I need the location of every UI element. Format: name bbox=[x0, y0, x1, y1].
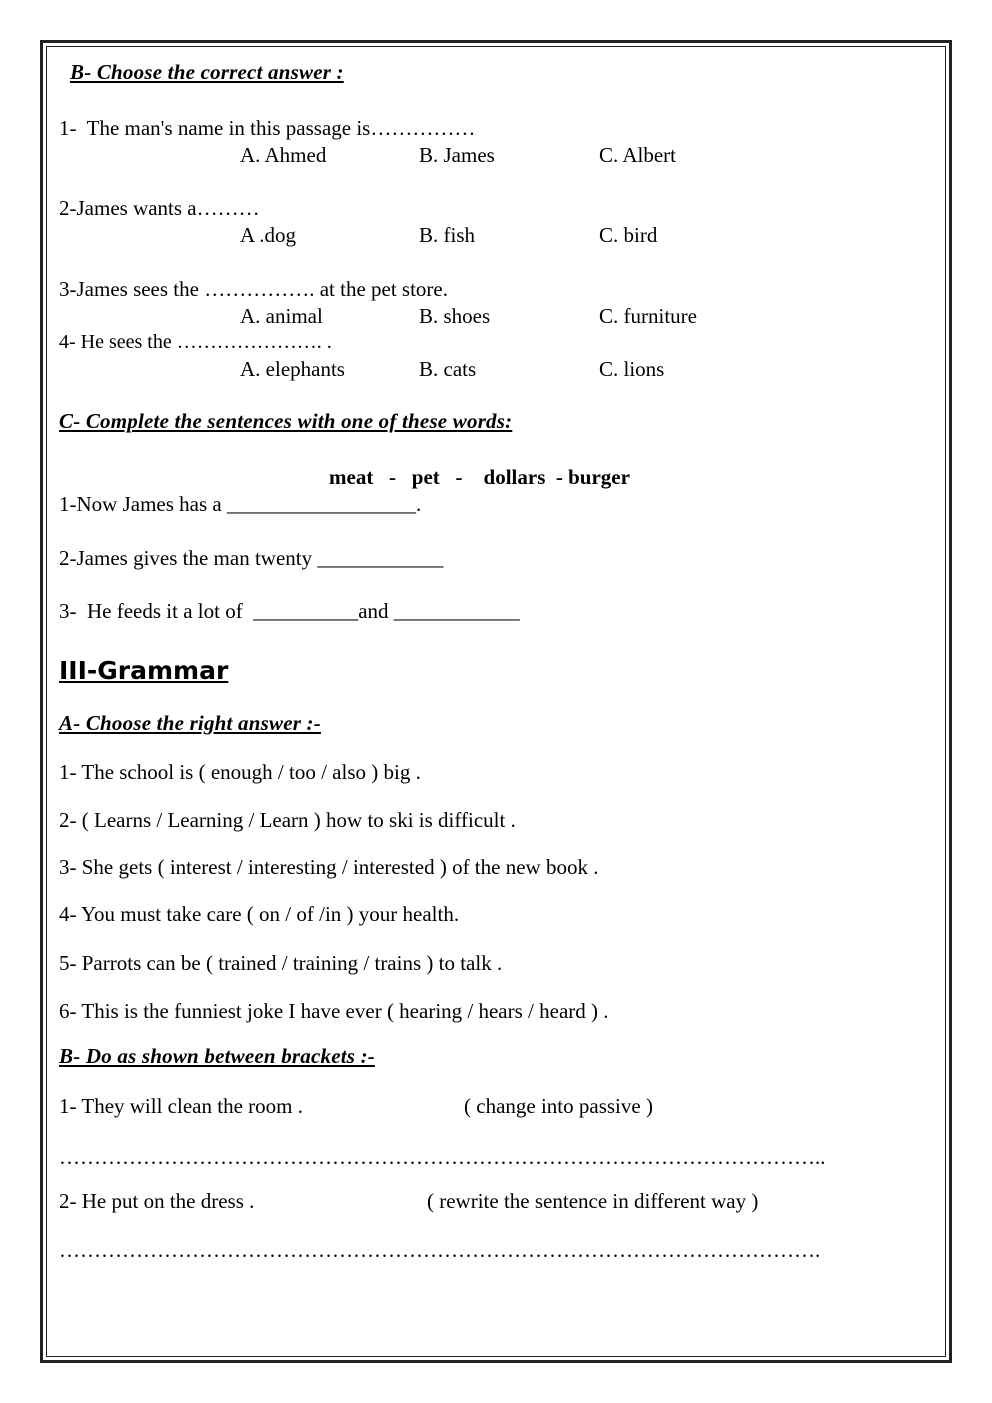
grammar-part-b-heading: B- Do as shown between brackets :- bbox=[59, 1044, 375, 1068]
option: A .dog bbox=[240, 223, 297, 247]
sentence: 1-Now James has a __________________. bbox=[59, 492, 422, 516]
option: B. cats bbox=[419, 357, 477, 381]
section-b-heading: B- Choose the correct answer : bbox=[70, 60, 344, 84]
grammar-item: 2- ( Learns / Learning / Learn ) how to ski is difficult . bbox=[59, 808, 516, 832]
grammar-item: 5- Parrots can be ( trained / training / trains ) to talk . bbox=[59, 951, 503, 975]
grammar-item: 6- This is the funniest joke I have ever ( hearing / hears / heard ) . bbox=[59, 999, 609, 1023]
question-stem: 3-James sees the ……………. at the pet store. bbox=[59, 277, 448, 301]
answer-line[interactable]: ……………………………………………………………………………………………….. bbox=[59, 1145, 826, 1169]
answer-line[interactable]: ………………………………………………………………………………………………. bbox=[59, 1238, 821, 1262]
transform-sentence: 2- He put on the dress . bbox=[59, 1189, 255, 1213]
question-stem: 2-James wants a……… bbox=[59, 196, 260, 220]
option: B. James bbox=[419, 143, 495, 167]
option: C. Albert bbox=[599, 143, 676, 167]
word-bank: meat - pet - dollars - burger bbox=[329, 465, 630, 489]
option: B. shoes bbox=[419, 304, 491, 328]
transform-instruction: ( change into passive ) bbox=[464, 1094, 653, 1118]
sentence: 2-James gives the man twenty ____________ bbox=[59, 546, 444, 570]
option: C. bird bbox=[599, 223, 658, 247]
option: C. furniture bbox=[599, 304, 697, 328]
sentence: 3- He feeds it a lot of __________and ____________ bbox=[59, 599, 520, 623]
grammar-item: 3- She gets ( interest / interesting / interested ) of the new book . bbox=[59, 855, 599, 879]
grammar-part-a-heading: A- Choose the right answer :- bbox=[59, 711, 321, 735]
transform-instruction: ( rewrite the sentence in different way ) bbox=[427, 1189, 759, 1213]
option: B. fish bbox=[419, 223, 476, 247]
option: C. lions bbox=[599, 357, 665, 381]
transform-sentence: 1- They will clean the room . bbox=[59, 1094, 303, 1118]
option: A. elephants bbox=[240, 357, 345, 381]
option: A. animal bbox=[240, 304, 323, 328]
grammar-title: III-Grammar bbox=[59, 656, 229, 685]
question-stem: 4- He sees the …………………. . bbox=[59, 331, 332, 353]
section-c-heading: C- Complete the sentences with one of these words: bbox=[59, 409, 513, 433]
option: A. Ahmed bbox=[240, 143, 327, 167]
grammar-item: 1- The school is ( enough / too / also ) big . bbox=[59, 760, 421, 784]
question-stem: 1- The man's name in this passage is…………… bbox=[59, 116, 476, 140]
grammar-item: 4- You must take care ( on / of /in ) your health. bbox=[59, 902, 460, 926]
